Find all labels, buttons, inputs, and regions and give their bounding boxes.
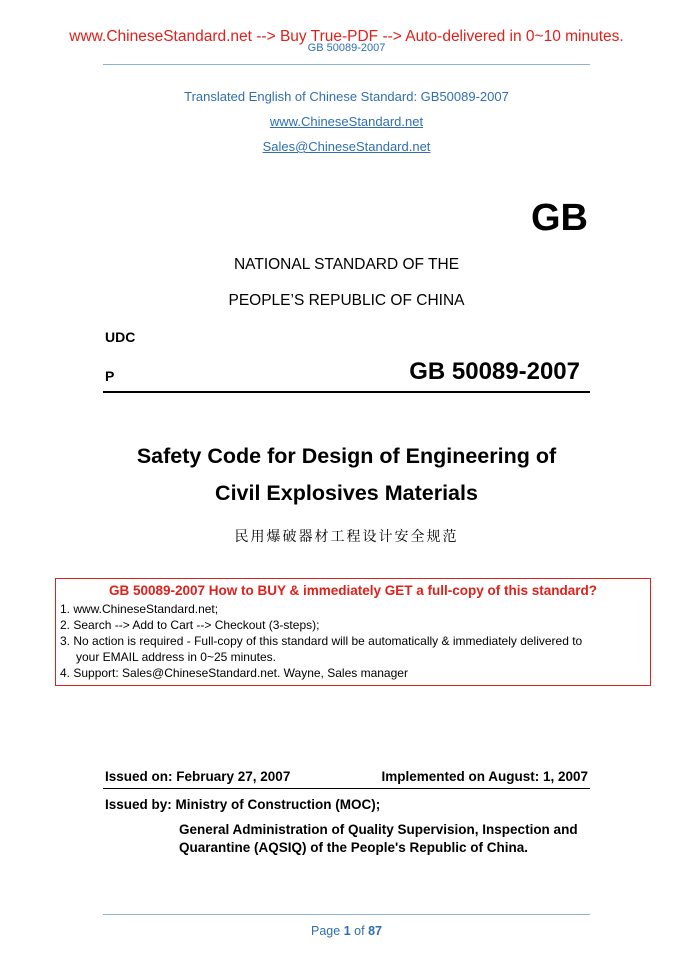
email-link[interactable]: Sales@ChineseStandard.net (262, 139, 431, 154)
standard-number: GB 50089-2007 (409, 358, 580, 385)
title-chinese: 民用爆破器材工程设计安全规范 (234, 529, 459, 545)
buy-step-1[interactable]: 1. www.ChineseStandard.net; (60, 602, 219, 616)
national-standard-line2: PEOPLE’S REPUBLIC OF CHINA (228, 292, 465, 309)
udc-label: UDC (105, 329, 136, 345)
p-label: P (105, 368, 115, 384)
standard-number-rule (103, 391, 590, 393)
website-link[interactable]: www.ChineseStandard.net (269, 114, 424, 129)
issuer2-line2: Quarantine (AQSIQ) of the People's Republic of China. (179, 840, 528, 855)
footer-divider (103, 914, 590, 915)
gb-mark: GB (531, 197, 588, 239)
issued-rule (103, 788, 590, 789)
translated-label: Translated English of Chinese Standard: GB50089-2007 (184, 89, 509, 104)
buy-step-4: 4. Support: Sales@ChineseStandard.net. Wayne, Sales manager (60, 666, 408, 680)
page-label: Page (311, 924, 341, 938)
issued-by: Issued by: Ministry of Construction (MOC); (105, 797, 381, 812)
buy-step-3-cont: your EMAIL address in 0~25 minutes. (76, 650, 276, 664)
issued-on: Issued on: February 27, 2007 (105, 769, 291, 784)
buy-step-2: 2. Search --> Add to Cart --> Checkout (3-steps); (60, 618, 320, 632)
buy-box-title: GB 50089-2007 How to BUY & immediately GET a full-copy of this standard? (108, 583, 598, 598)
page-indicator (0, 924, 693, 938)
national-standard-line1: NATIONAL STANDARD OF THE (233, 256, 460, 273)
page-of: of (354, 924, 365, 938)
header-divider (103, 64, 590, 65)
buy-instructions-box (55, 578, 651, 686)
title-line2: Civil Explosives Materials (215, 481, 478, 505)
top-banner[interactable]: www.ChineseStandard.net --> Buy True-PDF --> Auto-delivered in 0~10 minutes. (69, 28, 624, 45)
page-total: 87 (368, 924, 382, 938)
implemented-on: Implemented on August: 1, 2007 (381, 769, 588, 784)
title-line1: Safety Code for Design of Engineering of (136, 444, 557, 468)
issuer2-line1: General Administration of Quality Supervision, Inspection and (179, 822, 578, 837)
buy-step-3: 3. No action is required - Full-copy of this standard will be automatically & immediately delivered to (60, 634, 583, 648)
page-current: 1 (343, 924, 351, 938)
header-standard-code: GB 50089-2007 (307, 42, 386, 54)
